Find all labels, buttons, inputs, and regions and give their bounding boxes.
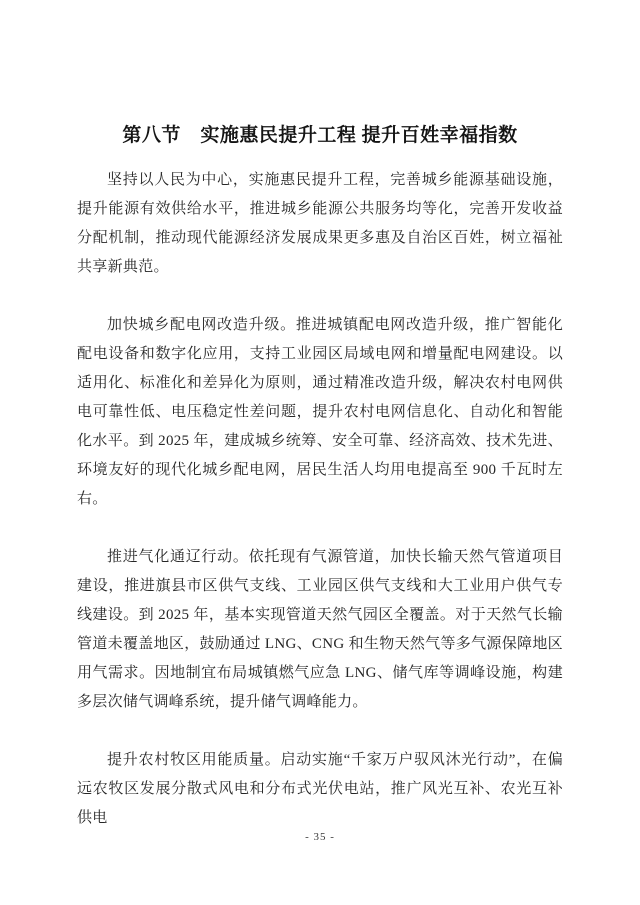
section-title: 第八节 实施惠民提升工程 提升百姓幸福指数 — [122, 125, 518, 146]
body-paragraph: 推进气化通辽行动。依托现有气源管道，加快长输天然气管道项目建设，推进旗县市区供气支线、工业园区供气支线和大工业用户供气专线建设。到 2025 年，基本实现管道天然气园区全覆盖。对于天然气长输管道未覆盖地区，鼓励通过 LNG、CNG 和生物天然气等多气源保障地区用气需求。因地制宜布局城镇燃气应急 LNG、储气库等调峰设施，构建多层次储气调峰系统，提升储气调峰能力。 — [77, 549, 563, 710]
document-body — [77, 166, 563, 833]
page-number: - 35 - — [305, 831, 335, 843]
body-paragraph: 坚持以人民为中心，实施惠民提升工程，完善城乡能源基础设施，提升能源有效供给水平，推进城乡能源公共服务均等化，完善开发收益分配机制，推动现代能源经济发展成果更多惠及自治区百姓，树立福祉共享新典范。 — [77, 172, 563, 275]
body-paragraph: 加快城乡配电网改造升级。推进城镇配电网改造升级，推广智能化配电设备和数字化应用，支持工业园区局域电网和增量配电网建设。以适用化、标准化和差异化为原则，通过精准改造升级，解决农村电网供电可靠性低、电压稳定性差问题，提升农村电网信息化、自动化和智能化水平。到 2025 年，建成城乡统筹、安全可靠、经济高效、技术先进、环境友好的现代化城乡配电网，居民生活人均用电提高至 900 千瓦时左右。 — [77, 317, 563, 507]
body-paragraph: 提升农村牧区用能质量。启动实施“千家万户驭风沐光行动”，在偏远农牧区发展分散式风电和分布式光伏电站，推广风光互补、农光互补供电 — [77, 752, 563, 826]
